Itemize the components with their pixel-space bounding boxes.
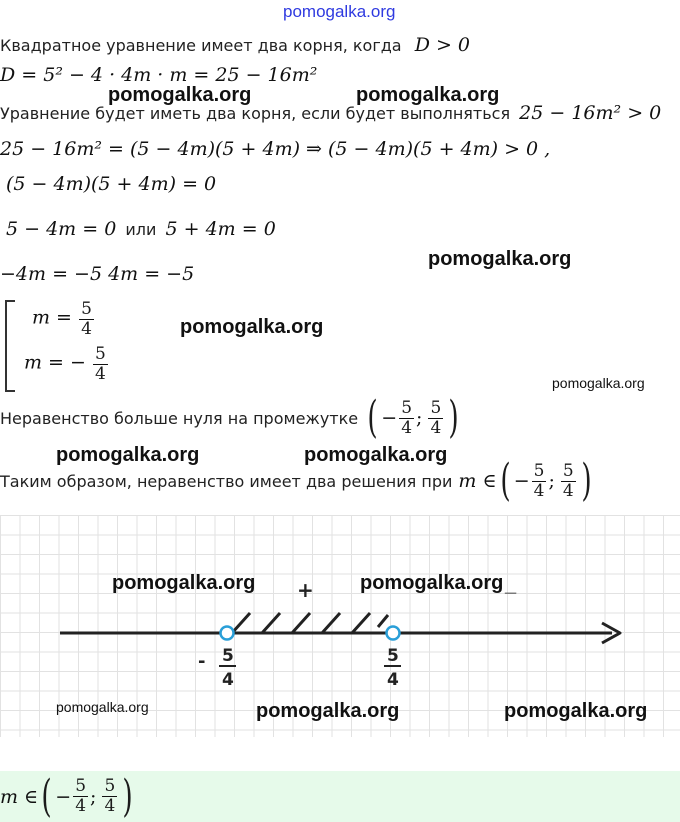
hatch-line xyxy=(378,615,388,627)
factorization-formula: 25 − 16m² = (5 − 4m)(5 + 4m) ⇒ (5 − 4m)(5 + 4m) > 0 , xyxy=(0,138,551,160)
hatch-line xyxy=(262,613,280,633)
right-label-numerator: 5 xyxy=(387,646,399,666)
root-eq-left: 5 − 4m = 0 xyxy=(6,218,117,240)
paren-close: ) xyxy=(122,770,134,822)
inequality-math: 25 − 16m² > 0 xyxy=(519,102,662,124)
or-word: или xyxy=(125,220,157,239)
hatch-line xyxy=(232,613,250,633)
minus-sign: − xyxy=(55,785,72,808)
interval-sentence xyxy=(0,388,462,448)
paren-close: ) xyxy=(448,392,460,443)
semicolon: ; xyxy=(548,470,555,492)
product-equation: (5 − 4m)(5 + 4m) = 0 xyxy=(6,173,217,195)
linear-equations: −4m = −5 4m = −5 xyxy=(0,263,195,285)
system-lhs-1: m = xyxy=(32,306,72,329)
fraction-denominator: 4 xyxy=(562,480,574,501)
watermark: pomogalka.org xyxy=(56,699,149,715)
system-fraction-2 xyxy=(93,345,108,383)
watermark: pomogalka.org xyxy=(112,572,256,594)
fraction-denominator: 4 xyxy=(533,480,545,501)
fraction-numerator: 5 xyxy=(104,776,116,797)
watermark: pomogalka.org xyxy=(180,316,324,338)
left-label-numerator: 5 xyxy=(222,646,234,666)
fraction-denominator: 4 xyxy=(95,363,106,384)
watermark: pomogalka.org xyxy=(256,700,400,722)
paren-open: ( xyxy=(41,770,52,822)
minus-sign: − xyxy=(513,470,530,492)
discriminant-formula: D = 5² − 4 · 4m · m = 25 − 16m² xyxy=(0,64,318,86)
fraction-numerator: 5 xyxy=(95,344,106,364)
condition-math: D > 0 xyxy=(414,34,471,56)
fraction-denominator: 4 xyxy=(75,796,87,816)
left-label-denominator: 4 xyxy=(222,670,234,690)
watermark: pomogalka.org xyxy=(552,375,645,391)
left-label-sign: - xyxy=(198,651,206,672)
semicolon: ; xyxy=(90,785,97,808)
semicolon: ; xyxy=(416,407,423,429)
condition-label: Квадратное уравнение имеет два корня, когда xyxy=(0,36,402,55)
paren-close: ) xyxy=(581,455,592,506)
condition-text xyxy=(0,34,470,56)
system-lhs-2: m = − xyxy=(24,351,86,374)
fraction-denominator: 4 xyxy=(401,417,413,438)
interval-left-fraction xyxy=(399,399,414,437)
site-header-link[interactable]: pomogalka.org xyxy=(283,2,396,21)
conclusion-right-fraction xyxy=(561,462,576,500)
system-fraction-1 xyxy=(79,300,94,338)
conclusion-label: Таким образом, неравенство имеет два решения при xyxy=(0,471,453,491)
fraction-denominator: 4 xyxy=(430,417,442,438)
fraction-numerator: 5 xyxy=(75,776,87,797)
hatched-region xyxy=(232,613,388,633)
plus-sign: + xyxy=(297,578,314,602)
right-open-point xyxy=(387,627,400,640)
interval-right-fraction xyxy=(428,399,443,437)
conclusion-left-fraction xyxy=(532,462,547,500)
answer-expression xyxy=(0,771,136,822)
watermark: pomogalka.org xyxy=(356,84,500,106)
minus-sign: − xyxy=(381,407,398,429)
hatch-line xyxy=(292,613,310,633)
answer-m-in: m ∈ xyxy=(0,785,39,808)
paren-open: ( xyxy=(499,455,511,506)
hatch-line xyxy=(352,613,370,633)
system-bracket xyxy=(5,300,15,392)
interval-label: Неравенство больше нуля на промежутке xyxy=(0,408,359,428)
watermark: pomogalka.org xyxy=(504,700,648,722)
fraction-numerator: 5 xyxy=(401,397,413,418)
watermark: pomogalka.org xyxy=(304,444,448,466)
inequality-condition-text xyxy=(0,102,661,124)
m-in: m ∈ xyxy=(458,470,497,492)
left-open-point xyxy=(221,627,234,640)
answer-box xyxy=(0,771,680,822)
inequality-label: Уравнение будет иметь два корня, если будет выполняться xyxy=(0,104,511,123)
system-line-2 xyxy=(24,345,110,383)
roots-equations xyxy=(6,218,276,240)
watermark-trailing-mark: _ xyxy=(505,574,517,596)
watermark: pomogalka.org xyxy=(108,84,252,106)
fraction-numerator: 5 xyxy=(81,299,92,319)
watermark: pomogalka.org xyxy=(360,572,504,594)
root-eq-right: 5 + 4m = 0 xyxy=(165,218,276,240)
fraction-denominator: 4 xyxy=(104,796,116,816)
fraction-denominator: 4 xyxy=(81,318,92,339)
watermark: pomogalka.org xyxy=(56,444,200,466)
fraction-numerator: 5 xyxy=(562,460,574,481)
fraction-numerator: 5 xyxy=(533,460,545,481)
system-line-1 xyxy=(32,300,96,338)
answer-right-fraction xyxy=(102,777,117,815)
watermark: pomogalka.org xyxy=(428,248,572,270)
fraction-numerator: 5 xyxy=(430,397,442,418)
right-label-denominator: 4 xyxy=(387,670,399,690)
answer-left-fraction xyxy=(73,777,88,815)
paren-open: ( xyxy=(367,392,378,443)
hatch-line xyxy=(322,613,340,633)
